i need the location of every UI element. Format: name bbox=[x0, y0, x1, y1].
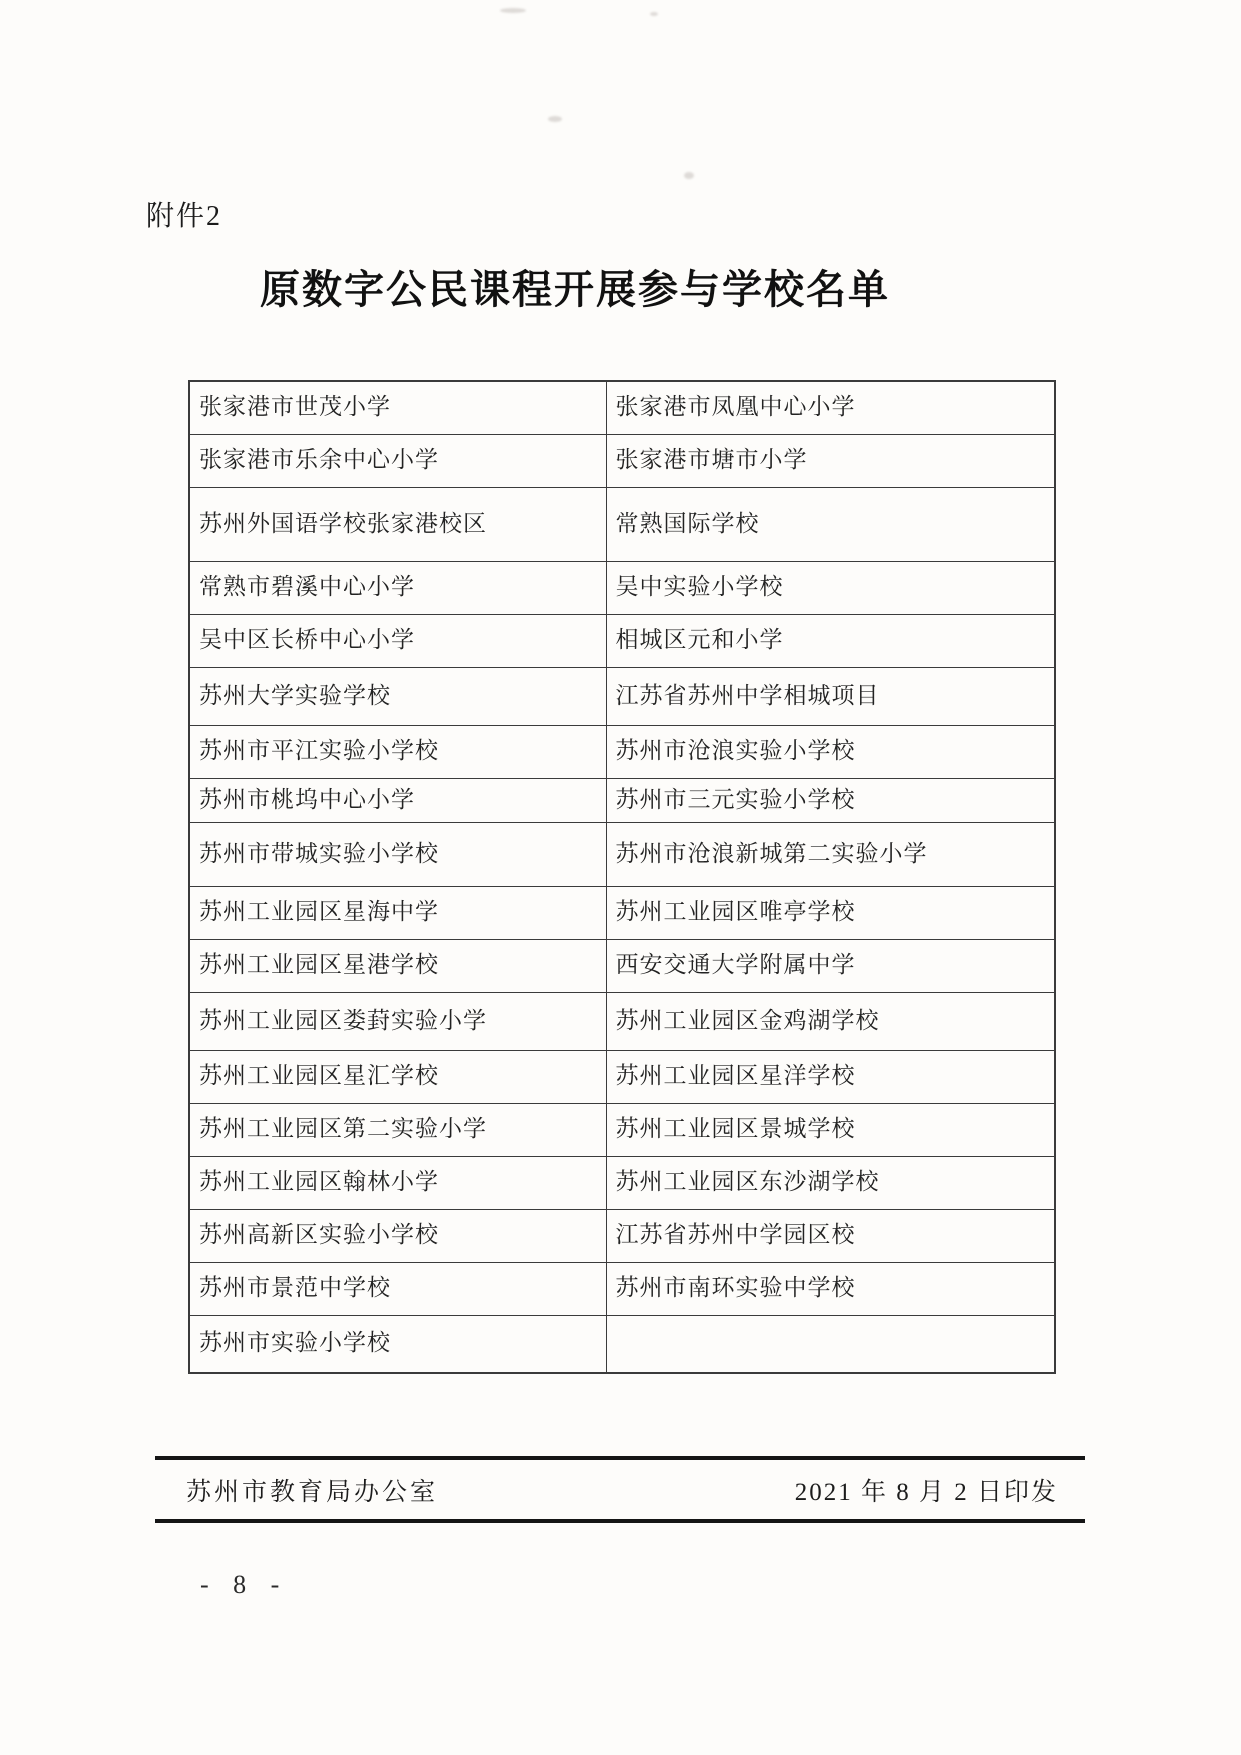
footer-issuer: 苏州市教育局办公室 bbox=[186, 1479, 439, 1506]
school-name-cell: 苏州工业园区星海中学 bbox=[189, 886, 606, 939]
table-row bbox=[189, 561, 1055, 614]
table-row bbox=[189, 1050, 1055, 1103]
school-name-cell: 苏州大学实验学校 bbox=[189, 667, 606, 725]
school-name-cell: 苏州市沧浪实验小学校 bbox=[606, 725, 1055, 778]
school-name-cell: 苏州工业园区景城学校 bbox=[606, 1103, 1055, 1156]
table-row bbox=[189, 1156, 1055, 1209]
school-name-cell: 苏州市沧浪新城第二实验小学 bbox=[606, 822, 1055, 886]
school-name-cell: 苏州市景范中学校 bbox=[189, 1262, 606, 1315]
school-name-cell: 江苏省苏州中学园区校 bbox=[606, 1209, 1055, 1262]
school-name-cell: 苏州工业园区第二实验小学 bbox=[189, 1103, 606, 1156]
school-name-cell: 苏州市平江实验小学校 bbox=[189, 725, 606, 778]
table-row bbox=[189, 487, 1055, 561]
school-name-cell: 苏州高新区实验小学校 bbox=[189, 1209, 606, 1262]
school-name-cell: 江苏省苏州中学相城项目 bbox=[606, 667, 1055, 725]
table-row bbox=[189, 434, 1055, 487]
school-name-cell: 苏州工业园区金鸡湖学校 bbox=[606, 992, 1055, 1050]
table-row bbox=[189, 667, 1055, 725]
table-row bbox=[189, 1262, 1055, 1315]
page-title: 原数字公民课程开展参与学校名单 bbox=[260, 267, 890, 313]
table-row bbox=[189, 1209, 1055, 1262]
school-name-cell: 常熟国际学校 bbox=[606, 487, 1055, 561]
page-number: - 8 - bbox=[200, 1570, 289, 1599]
table-row bbox=[189, 614, 1055, 667]
footer-rule-bottom bbox=[155, 1519, 1085, 1523]
school-name-cell: 苏州工业园区翰林小学 bbox=[189, 1156, 606, 1209]
school-name-cell: 苏州市桃坞中心小学 bbox=[189, 778, 606, 822]
school-list-table bbox=[188, 380, 1056, 1374]
school-name-cell: 苏州工业园区星港学校 bbox=[189, 939, 606, 992]
school-name-cell: 苏州市带城实验小学校 bbox=[189, 822, 606, 886]
table-row bbox=[189, 992, 1055, 1050]
school-name-cell: 苏州外国语学校张家港校区 bbox=[189, 487, 606, 561]
school-table-body bbox=[189, 381, 1055, 1373]
school-name-cell: 苏州工业园区东沙湖学校 bbox=[606, 1156, 1055, 1209]
footer-rule-top bbox=[155, 1456, 1085, 1460]
scan-artifact bbox=[684, 172, 694, 179]
school-name-cell: 苏州工业园区唯亭学校 bbox=[606, 886, 1055, 939]
table-row bbox=[189, 939, 1055, 992]
table-row bbox=[189, 725, 1055, 778]
scan-artifact bbox=[500, 8, 526, 13]
school-name-cell: 苏州工业园区星洋学校 bbox=[606, 1050, 1055, 1103]
school-name-cell: 张家港市乐余中心小学 bbox=[189, 434, 606, 487]
footer-issue-date: 2021 年 8 月 2 日印发 bbox=[794, 1479, 1058, 1506]
school-name-cell: 吴中区长桥中心小学 bbox=[189, 614, 606, 667]
table-row bbox=[189, 1103, 1055, 1156]
school-name-cell: 相城区元和小学 bbox=[606, 614, 1055, 667]
school-name-cell: 苏州市实验小学校 bbox=[189, 1315, 606, 1373]
school-name-cell: 苏州工业园区星汇学校 bbox=[189, 1050, 606, 1103]
school-name-cell bbox=[606, 1315, 1055, 1373]
school-name-cell: 苏州工业园区娄葑实验小学 bbox=[189, 992, 606, 1050]
school-name-cell: 张家港市凤凰中心小学 bbox=[606, 381, 1055, 434]
title-container bbox=[0, 258, 1150, 315]
table-row bbox=[189, 1315, 1055, 1373]
table-row bbox=[189, 778, 1055, 822]
school-name-cell: 张家港市世茂小学 bbox=[189, 381, 606, 434]
school-name-cell: 吴中实验小学校 bbox=[606, 561, 1055, 614]
school-name-cell: 张家港市塘市小学 bbox=[606, 434, 1055, 487]
school-name-cell: 苏州市南环实验中学校 bbox=[606, 1262, 1055, 1315]
attachment-label: 附件2 bbox=[146, 201, 223, 232]
school-name-cell: 常熟市碧溪中心小学 bbox=[189, 561, 606, 614]
table-row bbox=[189, 822, 1055, 886]
school-name-cell: 苏州市三元实验小学校 bbox=[606, 778, 1055, 822]
table-row bbox=[189, 381, 1055, 434]
scan-artifact bbox=[650, 12, 658, 16]
table-row bbox=[189, 886, 1055, 939]
school-name-cell: 西安交通大学附属中学 bbox=[606, 939, 1055, 992]
scan-artifact bbox=[548, 116, 562, 122]
